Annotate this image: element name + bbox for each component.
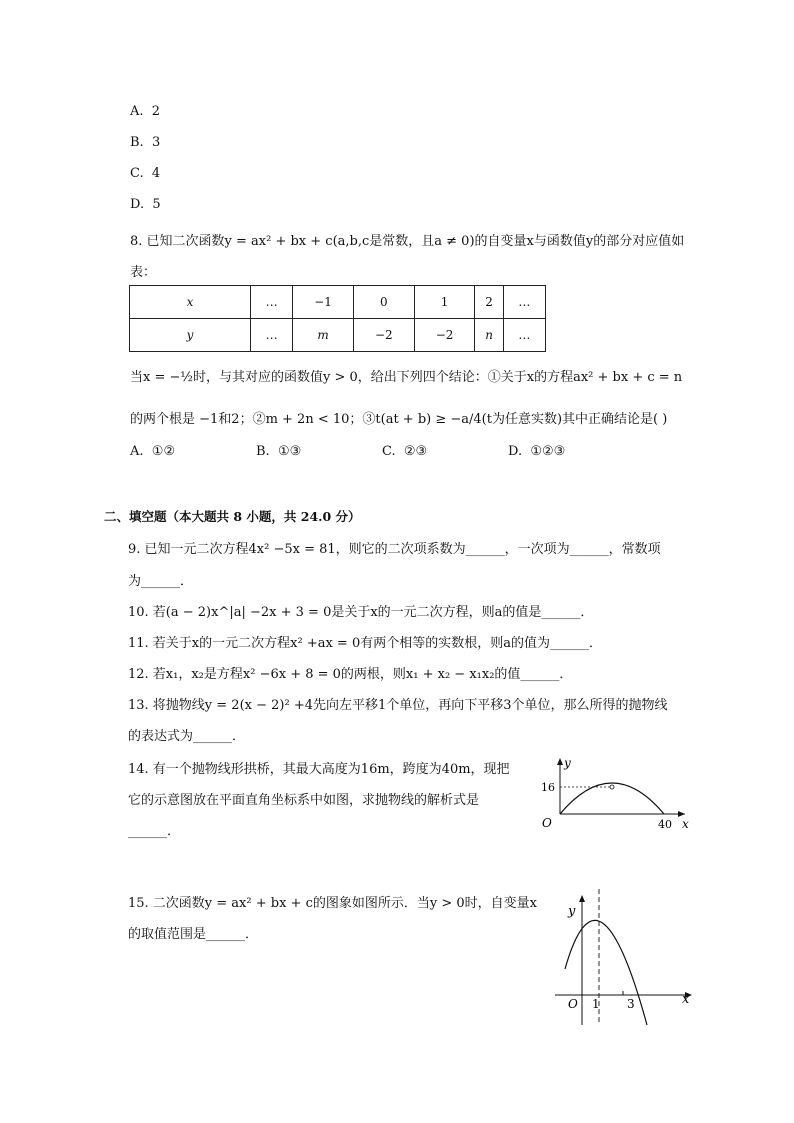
q13-line1: 13. 将抛物线y = 2(x − 2)² +4先向左平移1个单位，再向下平移3个单位，那么所得的抛物线 [128, 698, 668, 713]
x-label: x [682, 992, 690, 1007]
table-cell: −2 [353, 319, 414, 352]
q7-option-a: A. 2 [130, 104, 161, 119]
q13-line2: 的表达式为______． [128, 729, 246, 744]
q9-line2: 为______． [128, 574, 194, 589]
q8-option-c: C. ②③ [382, 444, 428, 459]
q8-condition-line: 当x = −½时，与其对应的函数值y > 0，给出下列四个结论：①关于x的方程ax² + bx + c = n [130, 370, 683, 385]
q15-line1: 15. 二次函数y = ax² + bx + c的图象如图所示．当y > 0时，自变量x [128, 896, 537, 911]
vertex-point [610, 785, 614, 789]
table-cell: x [130, 286, 251, 319]
quadratic-graph-figure [545, 885, 705, 1030]
table-cell: … [251, 286, 293, 319]
q8-stem-line2: 表： [130, 265, 157, 280]
table-cell: −2 [414, 319, 475, 352]
table-cell: n [475, 319, 503, 352]
q7-option-d: D. 5 [130, 197, 161, 212]
height-tick-label: 16 [541, 781, 555, 794]
table-row [130, 286, 546, 319]
origin-label: O [542, 816, 552, 830]
y-label: y [568, 904, 576, 919]
q10-text: 10. 若(a − 2)x^|a| −2x + 3 = 0是关于x的一元二次方程，则a的值是______． [128, 605, 594, 620]
table-cell: … [251, 319, 293, 352]
span-tick-label: 40 [658, 818, 672, 831]
q8-option-a: A. ①② [130, 444, 176, 459]
q15-line2: 的取值范围是______． [128, 927, 259, 942]
x-label: x [682, 817, 689, 831]
q14-line3: ______． [128, 824, 181, 839]
q7-option-b: B. 3 [130, 135, 161, 150]
table-row [130, 319, 546, 352]
table-cell: … [503, 286, 545, 319]
q8-conclusion-line: 的两个根是 −1和2；②m + 2n < 10；③t(at + b) ≥ −a/4(t为任意实数)其中正确结论是( ) [130, 412, 668, 427]
q7-option-c: C. 4 [130, 166, 161, 181]
q8-option-d: D. ①②③ [508, 444, 566, 459]
q9-line1: 9. 已知一元二次方程4x² −5x = 81，则它的二次项系数为______，一次项为______，常数项 [128, 542, 661, 557]
q8-stem-line1: 8. 已知二次函数y = ax² + bx + c(a,b,c是常数，且a ≠ 0)的自变量x与函数值y的部分对应值如 [130, 234, 685, 249]
y-axis-arrow [579, 895, 585, 902]
q8-value-table [129, 285, 546, 352]
tick-label-3: 3 [627, 997, 635, 1011]
table-cell: 0 [353, 286, 414, 319]
table-cell: … [503, 319, 545, 352]
q14-line1: 14. 有一个抛物线形拱桥，其最大高度为16m，跨度为40m，现把 [128, 762, 510, 777]
q12-text: 12. 若x₁，x₂是方程x² −6x + 8 = 0的两根，则x₁ + x₂ − x₁x₂的值______． [128, 667, 573, 682]
table-cell: −1 [293, 286, 354, 319]
q8-option-b: B. ①③ [256, 444, 302, 459]
y-axis-arrow [557, 758, 563, 765]
table-cell: y [130, 319, 251, 352]
table-cell: 1 [414, 286, 475, 319]
origin-label: O [568, 997, 578, 1011]
bridge-arch-figure [530, 748, 700, 838]
table-cell: 2 [475, 286, 503, 319]
tick-label-1: 1 [592, 997, 600, 1011]
y-label: y [564, 756, 571, 770]
q14-line2: 它的示意图放在平面直角坐标系中如图，求抛物线的解析式是 [128, 793, 480, 808]
section-heading: 二、填空题（本大题共 8 小题，共 24.0 分） [104, 509, 361, 524]
q11-text: 11. 若关于x的一元二次方程x² +ax = 0有两个相等的实数根，则a的值为______． [128, 636, 602, 651]
table-cell: m [293, 319, 354, 352]
